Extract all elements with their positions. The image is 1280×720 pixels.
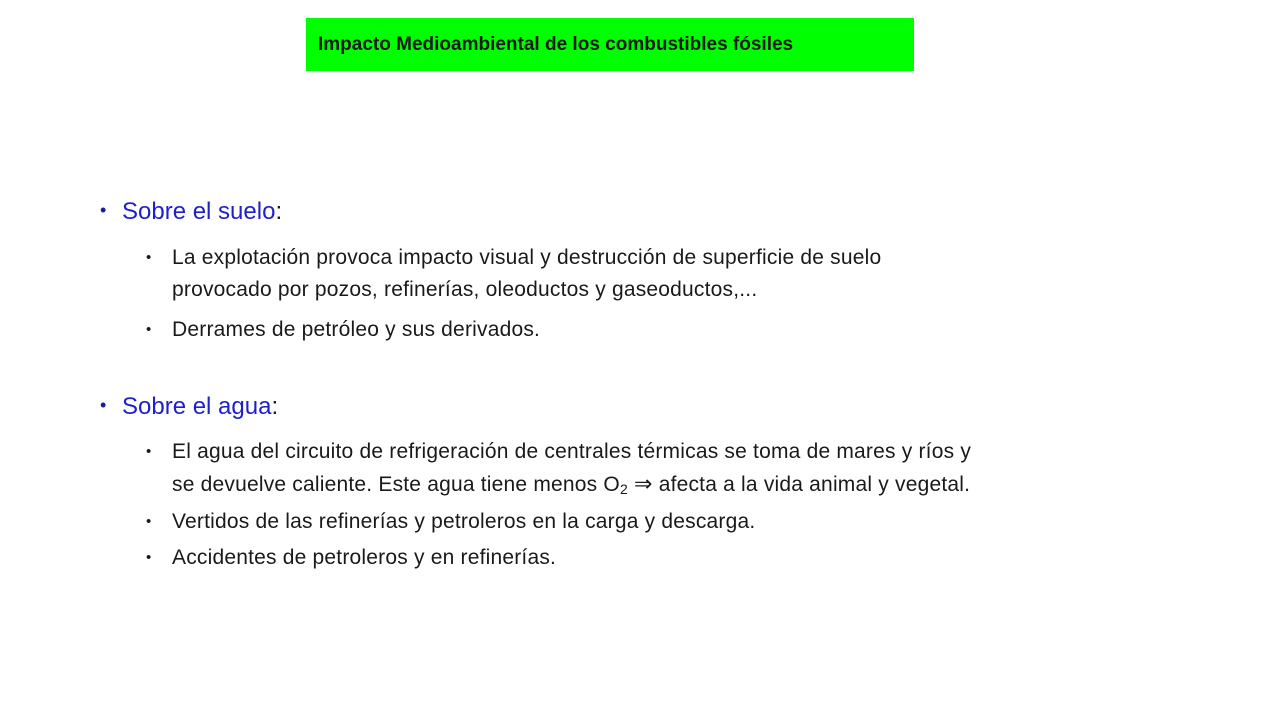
item-line: Accidentes de petroleros y en refinerías. — [172, 546, 557, 569]
section-heading-label: Sobre el suelo — [122, 198, 276, 225]
bullet-icon: • — [100, 395, 107, 415]
subscript: 2 — [619, 481, 628, 497]
list-item-agua-2 — [146, 506, 755, 538]
item-line: El agua del circuito de refrigeración de centrales térmicas se toma de mares y ríos y — [172, 440, 972, 463]
item-line: La explotación provoca impacto visual y destrucción de superficie de suelo — [172, 246, 882, 269]
list-item-agua-1 — [146, 436, 971, 505]
item-line: Derrames de petróleo y sus derivados. — [172, 318, 541, 341]
implies-arrow-icon: ⇒ — [634, 471, 653, 496]
section-heading-label: Sobre el agua — [122, 393, 272, 420]
slide-title: Impacto Medioambiental de los combustibles fósiles — [318, 33, 794, 55]
bullet-icon: • — [146, 513, 152, 530]
bullet-icon: • — [146, 549, 152, 566]
title-banner — [306, 18, 914, 71]
item-line: Vertidos de las refinerías y petroleros en la carga y descarga. — [172, 510, 756, 533]
list-item-agua-3 — [146, 542, 556, 574]
bullet-icon: • — [146, 249, 152, 266]
item-line-part: se devuelve caliente. Este agua tiene menos O — [172, 473, 620, 496]
heading-colon: : — [275, 198, 283, 225]
item-line: provocado por pozos, refinerías, oleoductos y gaseoductos,... — [172, 278, 758, 301]
bullet-icon: • — [146, 321, 152, 338]
section-heading-agua — [100, 393, 278, 421]
bullet-icon: • — [146, 443, 152, 460]
item-line-part: afecta a la vida animal y vegetal. — [658, 473, 971, 496]
bullet-icon: • — [100, 200, 107, 220]
list-item-suelo-1 — [146, 242, 881, 306]
list-item-suelo-2 — [146, 314, 540, 346]
section-heading-suelo — [100, 198, 282, 226]
item-line — [172, 468, 971, 505]
heading-colon: : — [271, 393, 279, 420]
